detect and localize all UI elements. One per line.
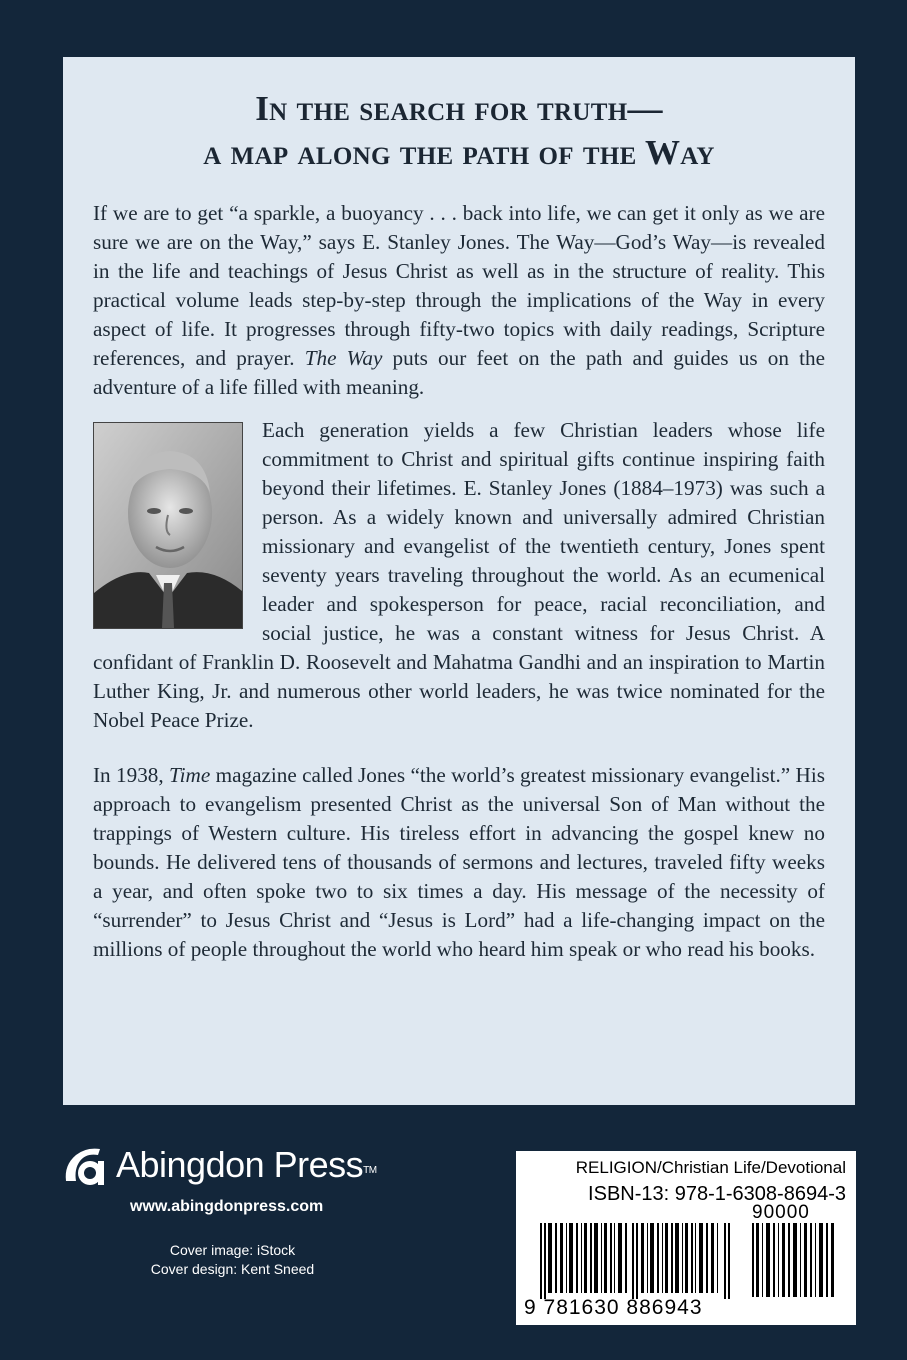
publisher-name — [116, 1143, 377, 1187]
headline-line-2: a map along the path of the Way — [203, 133, 715, 172]
legacy-text-b: magazine called Jones “the world’s greatest missionary evangelist.” His approach to evangelism presented Christ as the universal Son of Man without the trappings of Western culture. His tireless effort in advancing the gospel knew no bounds. He delivered tens of thousands of sermons and lectures, traveled fifty weeks a year, and often spoke two to six times a day. His message of the necessity of “surrender” to Jesus Christ and “Jesus is Lord” had a life-changing impact on the millions of people throughout the world who heard him speak or who read his books. — [93, 763, 825, 961]
barcode-box — [516, 1151, 856, 1325]
publisher-url[interactable]: www.abingdonpress.com — [130, 1198, 324, 1215]
headline — [93, 87, 825, 175]
back-cover-panel — [63, 57, 855, 1105]
isbn-text: ISBN-13: 978-1-6308-8694-3 — [588, 1183, 846, 1205]
intro-text-b: puts our feet on the path and guides us on the adventure of a life filled with meaning. — [93, 346, 826, 399]
intro-text-a: If we are to get “a sparkle, a buoyancy . . . back into life, we can get it only as we are sure we are on the Way,” says E. Stanley Jones. The Way—God’s Way—is revealed in the life and teachings of Jesus Christ as well as in the structure of reality. This practical volume leads step-by-step through the implications of the Way in every aspect of life. It progresses through fifty-two topics with daily readings, Scripture references, and prayer. — [93, 201, 825, 370]
trademark: TM — [363, 1165, 377, 1176]
cover-design-credit: Cover design: Kent Sneed — [150, 1261, 315, 1277]
publisher-logo — [60, 1141, 400, 1191]
author-bio — [93, 416, 825, 735]
legacy-magazine-title: Time — [169, 763, 211, 787]
author-photo — [93, 422, 243, 629]
legacy-text-a: In 1938, — [93, 763, 170, 787]
ean-barcode — [528, 1223, 738, 1299]
addon-barcode — [748, 1223, 840, 1297]
author-portrait-image — [94, 423, 242, 628]
headline-line-1: In the search for truth— — [255, 89, 663, 128]
barcode-digits: 9 781630 886943 — [524, 1296, 703, 1319]
legacy-paragraph — [93, 761, 825, 964]
cover-image-credit: Cover image: iStock — [169, 1242, 296, 1258]
publisher-name-text: Abingdon Press — [116, 1144, 364, 1185]
bisac-category: RELIGION/Christian Life/Devotional — [575, 1158, 846, 1177]
bio-paragraph: Each generation yields a few Christian leaders whose life commitment to Christ and spiritual gifts continue inspiring faith beyond their lifetimes. E. Stanley Jones (1884–1973) was such a person. As a widely known and universally admired Christian missionary and evangelist of the twentieth century, Jones spent seventy years traveling throughout the world. As an ecumenical leader and spokesperson for peace, racial reconciliation, and social justice, he was a constant witness for Jesus Christ. A confidant of Franklin D. Roosevelt and Mahatma Gandhi and an inspiration to Martin Luther King, Jr. and numerous other world leaders, he was twice nominated for the Nobel Peace Prize. — [93, 418, 825, 732]
price-code: 90000 — [752, 1202, 810, 1223]
abingdon-a-icon — [60, 1141, 112, 1191]
intro-book-title: The Way — [304, 346, 383, 370]
intro-paragraph — [93, 199, 825, 402]
